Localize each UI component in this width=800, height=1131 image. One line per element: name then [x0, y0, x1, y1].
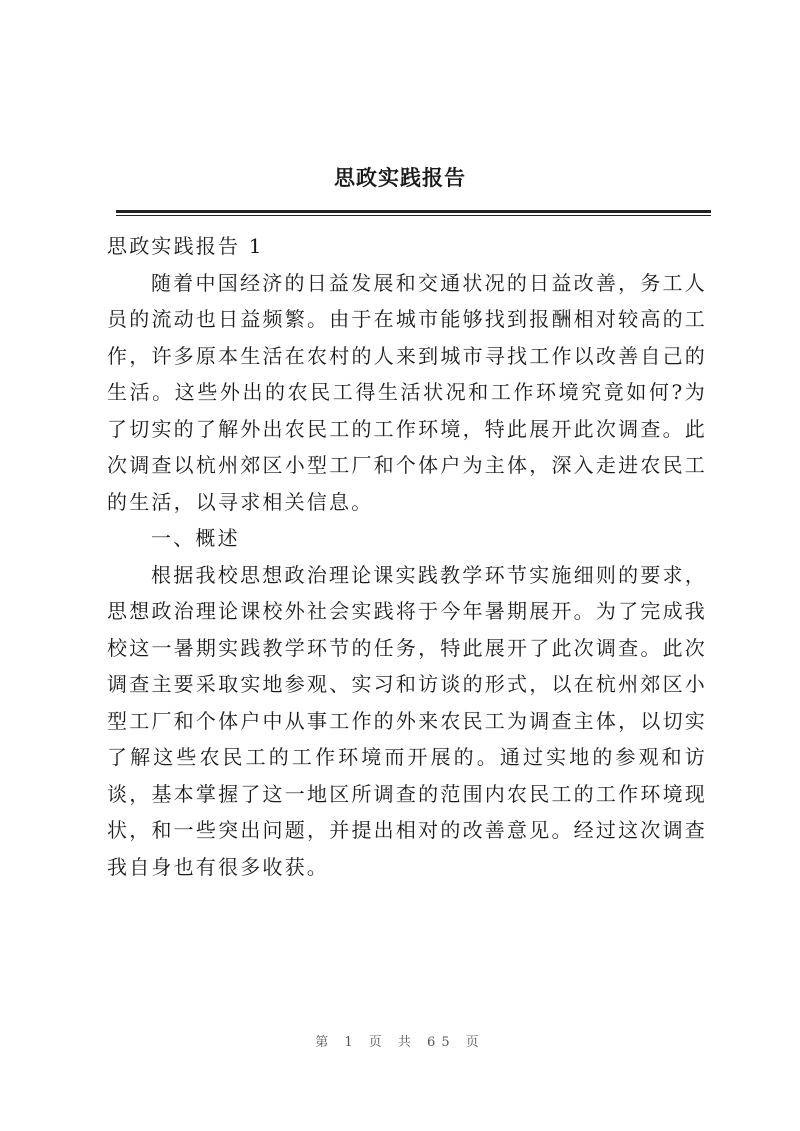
page-footer: 第 1 页 共 65 页: [315, 1035, 485, 1050]
paragraph-intro: 随着中国经济的日益发展和交通状况的日益改善，务工人员的流动也日益频繁。由于在城市能够找到报酬相对较高的工作，许多原本生活在农村的人来到城市寻找工作以改善自己的生活。这些外出的农民工得生活状况和工作环境究竟如何?为了切实的了解外出农民工的工作环境，特此展开此次调查。此次调查以杭州郊区小型工厂和个体户为主体，深入走进农民工的生活，以寻求相关信息。: [107, 270, 707, 514]
title-divider: [116, 210, 711, 213]
title-divider-thin: [116, 215, 711, 216]
section-heading: 思政实践报告 1: [107, 234, 264, 258]
subheading-overview: 一、概述: [151, 526, 240, 550]
document-body: [107, 228, 707, 885]
page-title: 思政实践报告: [334, 165, 466, 190]
paragraph-overview: 根据我校思想政治理论课实践教学环节实施细则的要求，思想政治理论课校外社会实践将于今年暑期展开。为了完成我校这一暑期实践教学环节的任务，特此展开了此次调查。此次调查主要采取实地参观、实习和访谈的形式，以在杭州郊区小型工厂和个体户中从事工作的外来农民工为调查主体，以切实了解这些农民工的工作环境而开展的。通过实地的参观和访谈，基本掌握了这一地区所调查的范围内农民工的工作环境现状，和一些突出问题，并提出相对的改善意见。经过这次调查我自身也有很多收获。: [107, 562, 707, 879]
